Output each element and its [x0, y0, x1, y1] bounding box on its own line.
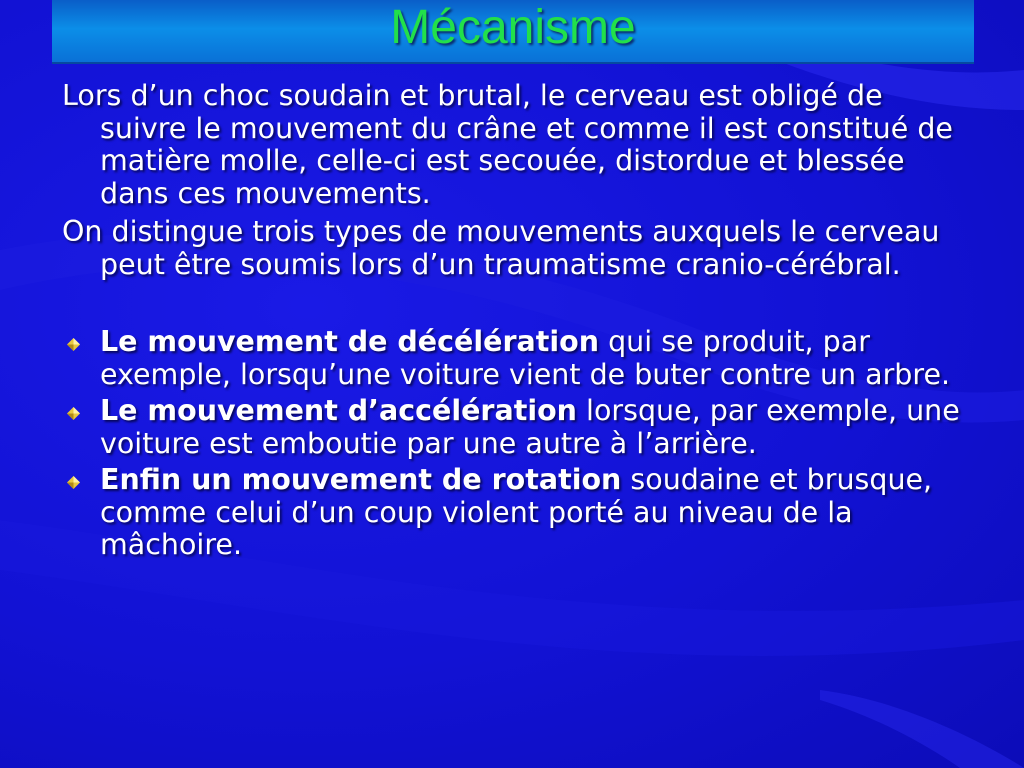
bullet-item-deceleration [62, 326, 962, 391]
paragraph-1: Lors d’un choc soudain et brutal, le cerveau est obligé de suivre le mouvement du crâne et comme il est constitué de matière molle, celle-ci est secouée, distordue et blessée dans ces mouvements. [62, 79, 953, 210]
bullet-bold-text: Le mouvement d’accélération [100, 394, 577, 427]
bullet-bold-text: Le mouvement de décélération [100, 325, 600, 358]
diamond-bullet-icon [67, 476, 80, 489]
diamond-bullet-icon [67, 407, 80, 420]
slide-body [62, 80, 962, 566]
bullet-text: qui se produit, par exemple, lorsqu’une voiture vient de buter contre un arbre. [100, 325, 951, 391]
diamond-bullet-icon [67, 338, 80, 351]
bullet-text: soudaine et brusque, comme celui d’un coup violent porté au niveau de la mâchoire. [100, 463, 933, 561]
bullet-text: lorsque, par exemple, une voiture est emboutie par une autre à l’arrière. [100, 394, 960, 460]
paragraph-2: On distingue trois types de mouvements auxquels le cerveau peut être soumis lors d’un traumatisme cranio-cérébral. [62, 215, 940, 281]
bullet-bold-text: Enfin un mouvement de rotation [100, 463, 622, 496]
bullet-item-acceleration [62, 395, 962, 460]
bullet-list [62, 326, 962, 562]
slide-title: Mécanisme [390, 1, 636, 54]
bullet-item-rotation [62, 464, 962, 562]
